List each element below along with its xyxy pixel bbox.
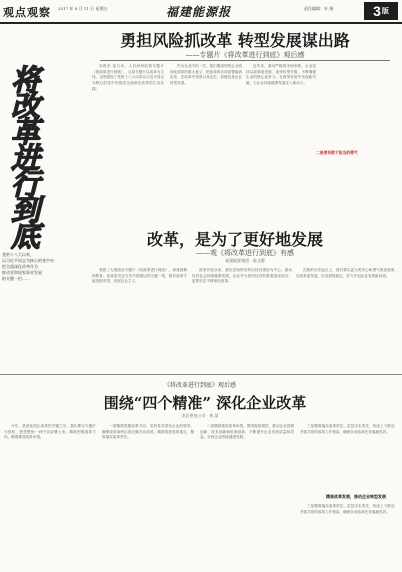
article3-column-3: 二是精准推进改革举措。围绕提质增效，推动企业管理创新、技术创新和机制创新，不断提升企业发展质量和效益，实现企业持续健康发展。 bbox=[200, 424, 294, 440]
banner-note-line: 以习近平同志为核心的党中央 bbox=[2, 258, 54, 263]
header-rule bbox=[0, 22, 402, 24]
article2-column-1: 观看了大型政论专题片《将改革进行到底》，深受鼓舞和教育。改革是决定当代中国命运的关键一招，唯有改革才能发展中国、发展社会主义。 bbox=[92, 268, 187, 284]
page-number-badge bbox=[364, 2, 398, 20]
banner-char: 改 bbox=[11, 89, 41, 123]
masthead: 福建能源报 bbox=[166, 5, 232, 19]
issue-date: 2017 年 8 月 11 日 星期五 bbox=[58, 6, 108, 11]
article3-kicker: 《将改革进行到底》观后感 bbox=[163, 382, 236, 389]
banner-note bbox=[2, 252, 58, 282]
banner-char: 行 bbox=[11, 167, 41, 201]
banner-char: 革 bbox=[11, 115, 41, 149]
banner-char: 进 bbox=[11, 141, 41, 175]
article1-column-2: 作为企业中的一员，我们要深刻领会全面深化改革的重大意义，把改革的各项部署落到实处，在改革中找准自身定位，积极投身企业转型发展。 bbox=[170, 64, 242, 86]
banner-note-line: 的关键一招…… bbox=[2, 276, 30, 281]
article1-red-subhead: 二是要有敢于担当的勇气 bbox=[316, 150, 358, 155]
article2-column-3: 在新的历史起点上，我们要以更大的决心和勇气推进改革，以改革促发展，以发展保稳定，努力开创企业发展新局面。 bbox=[296, 268, 398, 278]
article3-column-4b: 三是精准落实改革责任。层层压实责任，形成上下联动、齐抓共管的改革工作格局，确保各项改革任务落地见效。 bbox=[300, 504, 398, 514]
section-divider bbox=[0, 374, 402, 375]
article1-subtitle: ——专题片《将改革进行到底》观后感 bbox=[185, 51, 305, 59]
banner-note-line: 把全面深化改革作为 bbox=[2, 264, 38, 269]
banner-char: 底 bbox=[11, 219, 41, 253]
article1-title: 勇担风险抓改革 转型发展谋出路 bbox=[120, 31, 350, 50]
article2-subtitle: ——观《将改革进行到底》有感 bbox=[196, 249, 294, 257]
article3-byline: 龙岩供电公司 · 林 某 bbox=[181, 413, 219, 418]
article2-byline: 福建能源集团 · 陈文静 bbox=[225, 258, 265, 263]
article3-column-4: 三是精准落实改革责任。层层压实责任，形成上下联动、齐抓共管的改革工作格局，确保各项改革任务落地见效。 bbox=[300, 424, 398, 434]
banner-note-line: 推动党和国家事业发展 bbox=[2, 270, 42, 275]
article2-title: 改革，是为了更好地发展 bbox=[146, 230, 323, 249]
page-number: 3 bbox=[373, 3, 381, 19]
vertical-banner bbox=[3, 63, 59, 253]
article1-column-1: 本报讯 连日来，人们纷纷收看专题片《将改革进行到底》，这部专题片以改革为主线，全景展现了党的十八大以来以习近平同志为核心的党中央推进全面深化改革的生动实践。 bbox=[92, 64, 164, 91]
article1-column-3: 近年来，面对严峻的市场形势，企业坚持以改革促发展，加快转型升级，不断增强企业的核心竞争力。在改革发展中实现新突破，为企业持续健康发展注入新动力。 bbox=[246, 64, 316, 86]
article3-subhead: 精准改革发展，推动企业转型发展 bbox=[326, 494, 386, 499]
article2-column-2: 改革开放以来，我们党始终坚持以经济建设为中心，推动经济社会持续健康发展。企业作为国民经济的重要组成部分，更要坚定不移深化改革。 bbox=[192, 268, 292, 284]
article3-column-1: 今年，是深化国企改革的关键之年，我们要以专题片为契机，把思想统一到中央部署上来。精准把握改革方向，精准推进改革举措。 bbox=[4, 424, 96, 440]
banner-char: 到 bbox=[11, 193, 41, 227]
banner-char: 将 bbox=[11, 63, 41, 97]
editor-line: 责任编辑：叶 娟 bbox=[304, 6, 334, 11]
article1-rule bbox=[100, 60, 390, 61]
article3-column-2: 一是精准把握改革方向。坚持党对国有企业的领导，确保改革始终沿着正确方向前进。精准推进改革重点，精准落实改革责任。 bbox=[102, 424, 194, 440]
banner-note-line: 党的十八大以来， bbox=[2, 252, 34, 257]
article3-title: 围绕“四个精准” 深化企业改革 bbox=[103, 394, 307, 412]
column-name: 观点观察 bbox=[3, 6, 51, 19]
page-suffix: 版 bbox=[381, 8, 389, 15]
